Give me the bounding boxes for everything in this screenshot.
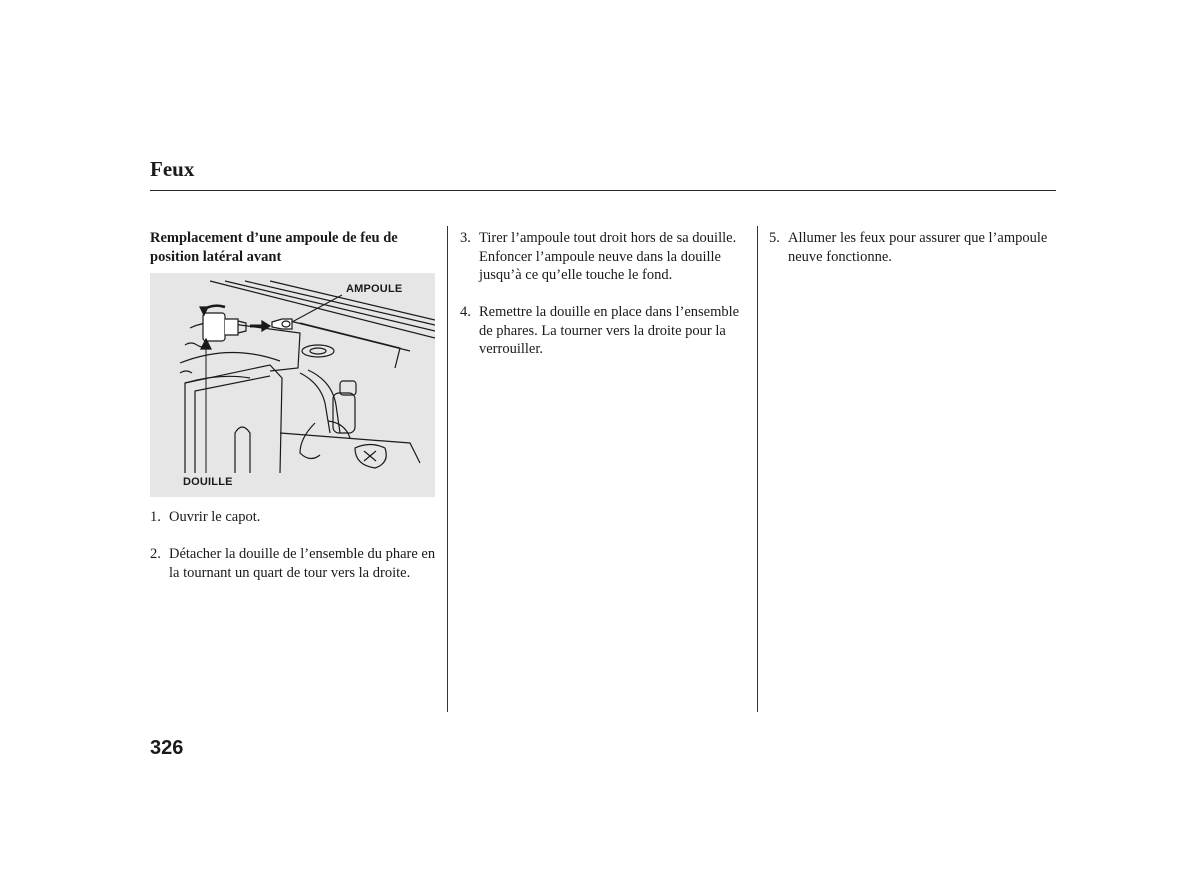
bulb-label: AMPOULE [346, 283, 403, 295]
step-3 [460, 229, 745, 285]
step-number: 2. [150, 546, 161, 562]
page-title: Feux [150, 157, 195, 181]
step-1 [150, 508, 440, 527]
step-5 [769, 229, 1059, 266]
step-number: 4. [460, 304, 471, 320]
headlight-socket-illustration [150, 273, 435, 497]
step-text: Remettre la douille en place dans l’ensemble de phares. La tourner vers la droite pour la verrouiller. [479, 304, 740, 358]
step-number: 1. [150, 509, 161, 525]
section-heading: Remplacement d’une ampoule de feu de position latéral avant [150, 230, 398, 265]
step-4 [460, 303, 745, 359]
step-number: 5. [769, 230, 780, 246]
page-number: 326 [150, 737, 184, 759]
title-divider [150, 190, 1056, 191]
step-number: 3. [460, 230, 471, 246]
step-text: Détacher la douille de l’ensemble du phare en la tournant un quart de tour vers la droite. [169, 546, 436, 581]
column-divider-2 [757, 226, 758, 712]
socket-label: DOUILLE [183, 476, 233, 488]
step-2 [150, 545, 440, 582]
step-text: Ouvrir le capot. [169, 509, 261, 525]
step-text: Tirer l’ampoule tout droit hors de sa douille. Enfoncer l’ampoule neuve dans la douille jusqu’à ce qu’elle touche le fond. [479, 230, 737, 284]
column-divider-1 [447, 226, 448, 712]
step-text: Allumer les feux pour assurer que l’ampoule neuve fonctionne. [788, 230, 1048, 265]
engine-bay-drawing [150, 273, 435, 497]
